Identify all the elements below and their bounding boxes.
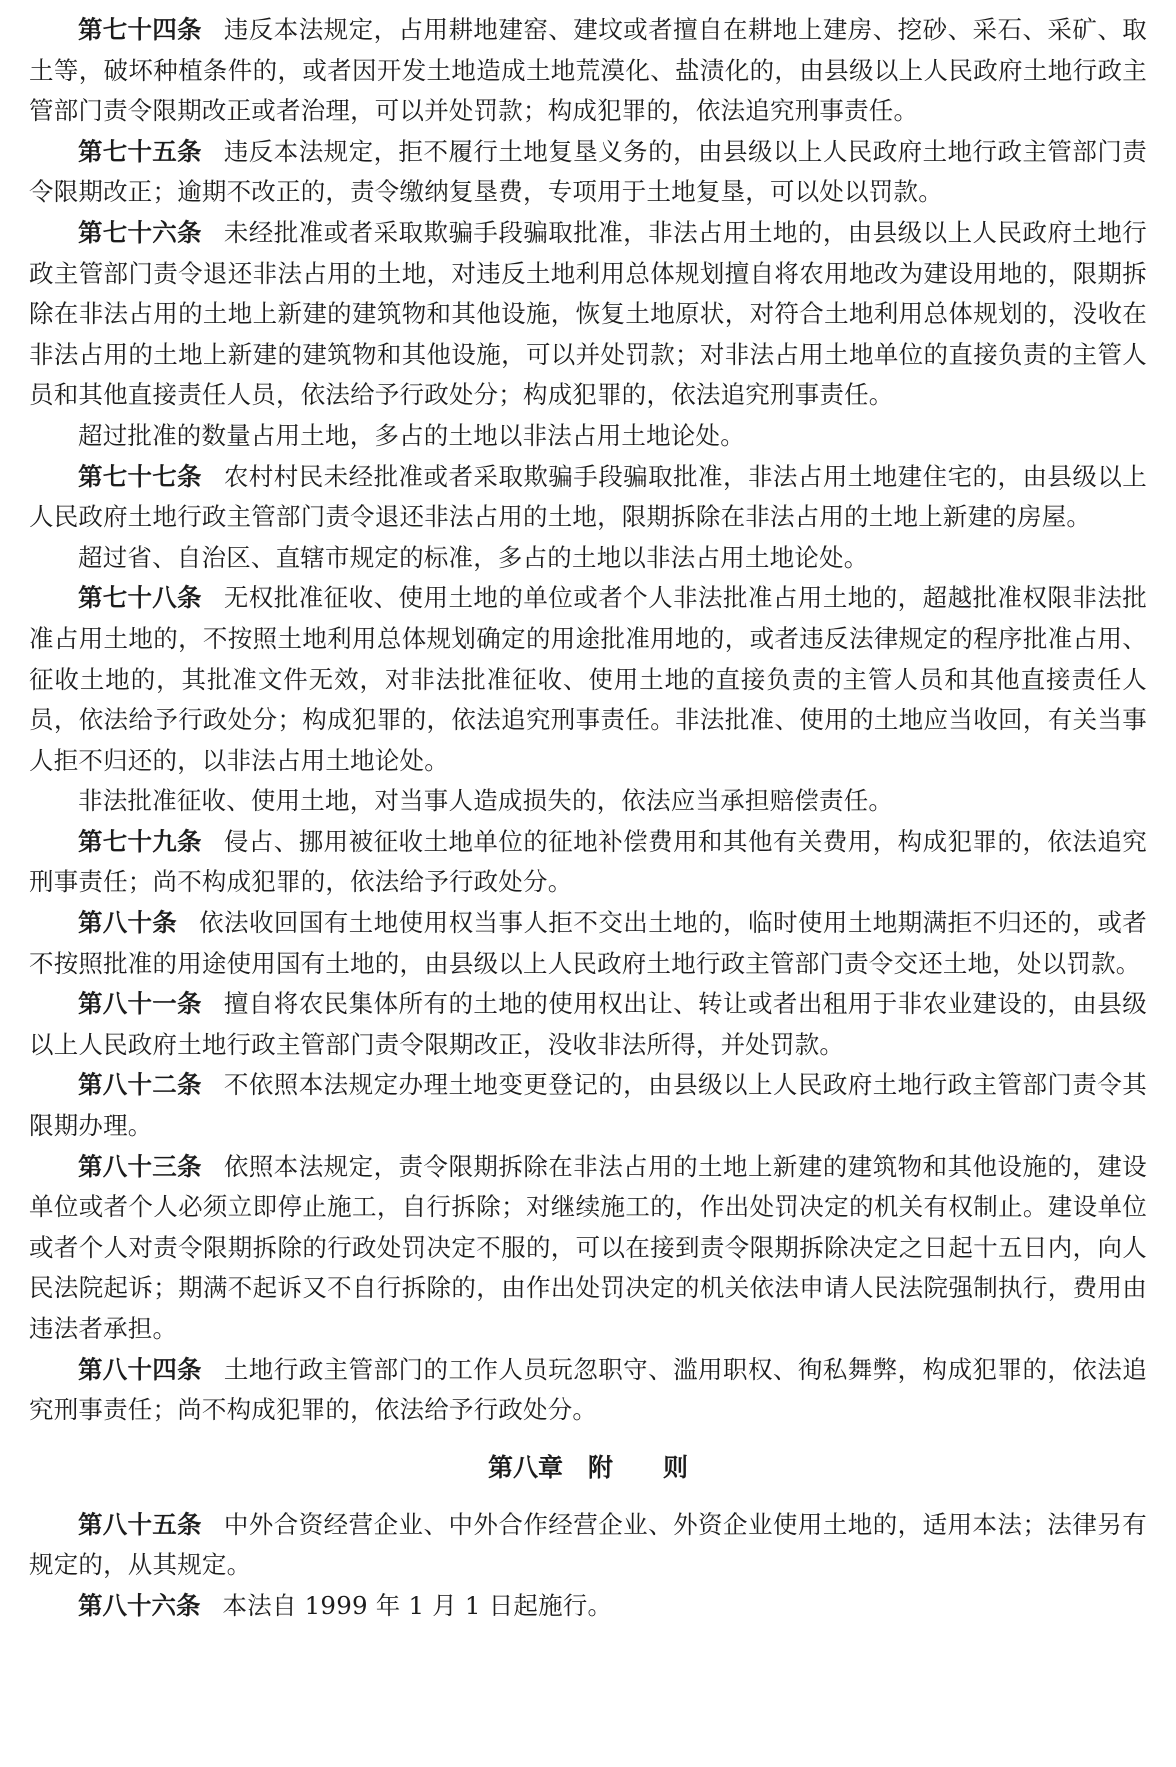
article-77 <box>29 457 1147 538</box>
article-text: 超过省、自治区、直辖市规定的标准，多占的土地以非法占用土地论处。 <box>78 542 869 572</box>
article-78 <box>29 578 1147 781</box>
document-page <box>29 10 1147 1627</box>
article-text: 依照本法规定，责令限期拆除在非法占用的土地上新建的建筑物和其他设施的，建设单位或者个人必须立即停止施工，自行拆除；对继续施工的，作出处罚决定的机关有权制止。建设单位或者个人对责令限期拆除的行政处罚决定不服的，可以在接到责令限期拆除决定之日起十五日内，向人民法院起诉；期满不起诉又不自行拆除的，由作出处罚决定的机关依法申请人民法院强制执行，费用由违法者承担。 <box>29 1151 1148 1343</box>
articles-section-supplementary <box>29 1505 1147 1627</box>
article-text: 超过批准的数量占用土地，多占的土地以非法占用土地论处。 <box>78 420 745 450</box>
article-text: 不依照本法规定办理土地变更登记的，由县级以上人民政府土地行政主管部门责令其限期办理。 <box>29 1070 1148 1141</box>
articles-section-penalties <box>29 10 1147 1431</box>
article-title: 第七十七条 <box>78 461 202 491</box>
article-title: 第七十五条 <box>78 136 202 166</box>
article-75 <box>29 132 1147 213</box>
article-text: 土地行政主管部门的工作人员玩忽职守、滥用职权、徇私舞弊，构成犯罪的，依法追究刑事责任；尚不构成犯罪的，依法给予行政处分。 <box>29 1354 1148 1425</box>
article-81 <box>29 984 1147 1065</box>
article-text: 未经批准或者采取欺骗手段骗取批准，非法占用土地的，由县级以上人民政府土地行政主管部门责令退还非法占用的土地，对违反土地利用总体规划擅自将农用地改为建设用地的，限期拆除在非法占用的土地上新建的建筑物和其他设施，恢复土地原状，对符合土地利用总体规划的，没收在非法占用的土地上新建的建筑物和其他设施，可以并处罚款；对非法占用土地单位的直接负责的主管人员和其他直接责任人员，依法给予行政处分；构成犯罪的，依法追究刑事责任。 <box>29 217 1148 410</box>
article-76-paragraph-2 <box>29 416 1147 457</box>
article-text: 违反本法规定，拒不履行土地复垦义务的，由县级以上人民政府土地行政主管部门责令限期改正；逾期不改正的，责令缴纳复垦费，专项用于土地复垦，可以处以罚款。 <box>29 136 1148 207</box>
article-title: 第七十九条 <box>78 826 202 856</box>
article-83 <box>29 1147 1147 1350</box>
article-title: 第八十条 <box>78 908 178 938</box>
article-85 <box>29 1505 1147 1586</box>
article-84 <box>29 1350 1147 1431</box>
article-text: 无权批准征收、使用土地的单位或者个人非法批准占用土地的，超越批准权限非法批准占用土地的，不按照土地利用总体规划确定的用途批准用地的，或者违反法律规定的程序批准占用、征收土地的，其批准文件无效，对非法批准征收、使用土地的直接负责的主管人员和其他直接责任人员，依法给予行政处分；构成犯罪的，依法追究刑事责任。非法批准、使用的土地应当收回，有关当事人拒不归还的，以非法占用土地论处。 <box>29 583 1148 775</box>
article-title: 第八十四条 <box>78 1354 202 1384</box>
article-text: 本法自 1999 年 1 月 1 日起施行。 <box>222 1590 613 1620</box>
article-title: 第八十一条 <box>78 989 202 1019</box>
article-text: 擅自将农民集体所有的土地的使用权出让、转让或者出租用于非农业建设的，由县级以上人民政府土地行政主管部门责令限期改正，没收非法所得，并处罚款。 <box>29 989 1148 1059</box>
article-79 <box>29 822 1147 903</box>
article-text: 农村村民未经批准或者采取欺骗手段骗取批准，非法占用土地建住宅的，由县级以上人民政府土地行政主管部门责令退还非法占用的土地，限期拆除在非法占用的土地上新建的房屋。 <box>29 461 1148 532</box>
article-title: 第八十六条 <box>78 1590 201 1620</box>
article-74 <box>29 10 1147 132</box>
article-text: 非法批准征收、使用土地，对当事人造成损失的，依法应当承担赔偿责任。 <box>78 786 894 816</box>
article-77-paragraph-2 <box>29 538 1147 579</box>
article-80 <box>29 903 1147 984</box>
article-title: 第七十四条 <box>78 15 202 44</box>
article-86 <box>29 1586 1147 1627</box>
article-title: 第七十八条 <box>78 583 202 613</box>
article-title: 第八十三条 <box>78 1151 202 1181</box>
article-title: 第八十五条 <box>78 1509 202 1539</box>
article-title: 第七十六条 <box>78 217 202 247</box>
article-82 <box>29 1065 1147 1146</box>
article-text: 依法收回国有土地使用权当事人拒不交出土地的，临时使用土地期满拒不归还的，或者不按照批准的用途使用国有土地的，由县级以上人民政府土地行政主管部门责令交还土地，处以罚款。 <box>29 908 1147 978</box>
article-title: 第八十二条 <box>78 1070 202 1100</box>
article-text: 违反本法规定，占用耕地建窑、建坟或者擅自在耕地上建房、挖砂、采石、采矿、取土等，破坏种植条件的，或者因开发土地造成土地荒漠化、盐渍化的，由县级以上人民政府土地行政主管部门责令限期改正或者治理，可以并处罚款；构成犯罪的，依法追究刑事责任。 <box>29 15 1148 126</box>
article-76 <box>29 213 1147 416</box>
article-text: 中外合资经营企业、中外合作经营企业、外资企业使用土地的，适用本法；法律另有规定的，从其规定。 <box>29 1509 1148 1580</box>
article-text: 侵占、挪用被征收土地单位的征地补偿费用和其他有关费用，构成犯罪的，依法追究刑事责任；尚不构成犯罪的，依法给予行政处分。 <box>29 826 1148 897</box>
chapter-heading: 第八章 附 则 <box>487 1452 688 1482</box>
article-78-paragraph-2 <box>29 781 1147 822</box>
